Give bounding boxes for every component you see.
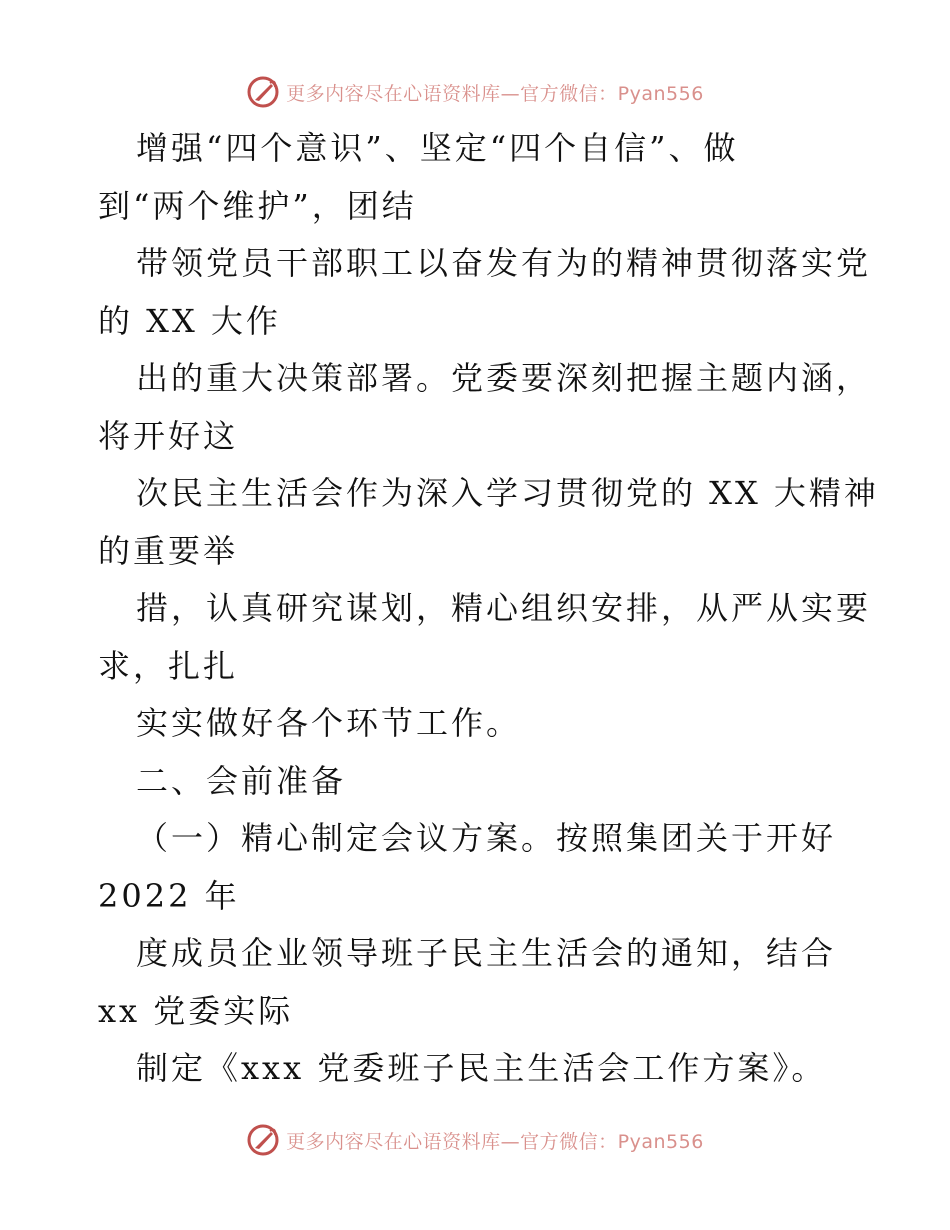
text-line: （一）精心制定会议方案。按照集团关于开好 — [136, 819, 837, 857]
text-line: 将开好这 — [98, 416, 239, 455]
text-line: 实实做好各个环节工作。 — [136, 704, 522, 742]
text-line: 2022 年 — [98, 876, 240, 915]
text-line: 措，认真研究谋划，精心组织安排，从严从实要 — [136, 589, 872, 627]
text-line: 出的重大决策部署。党委要深刻把握主题内涵， — [136, 359, 872, 397]
text-line: 到“两个维护”，团结 — [98, 186, 417, 225]
quill-seal-icon — [246, 75, 280, 109]
document-body — [98, 120, 879, 1098]
text-line: xx 党委实际 — [98, 991, 294, 1030]
header-watermark — [0, 72, 950, 112]
watermark-text: 更多内容尽在心语资料库—官方微信：Pyan556 — [286, 82, 704, 105]
quill-seal-icon — [246, 1123, 280, 1157]
text-line: 的 XX 大作 — [98, 301, 281, 340]
text-line: 的重要举 — [98, 531, 239, 570]
text-line: 度成员企业领导班子民主生活会的通知，结合 — [136, 934, 837, 972]
text-line: 带领党员干部职工以奋发有为的精神贯彻落实党 — [136, 244, 872, 282]
watermark-text: 更多内容尽在心语资料库—官方微信：Pyan556 — [286, 1130, 704, 1153]
text-line: 次民主生活会作为深入学习贯彻党的 XX 大精神 — [136, 474, 879, 512]
section-heading: 二、会前准备 — [136, 761, 347, 800]
text-line: 制定《xxx 党委班子民主生活会工作方案》。 — [136, 1049, 827, 1087]
text-line: 求，扎扎 — [98, 646, 239, 685]
text-line: 增强“四个意识”、坚定“四个自信”、做 — [136, 129, 739, 167]
footer-watermark — [0, 1120, 950, 1160]
